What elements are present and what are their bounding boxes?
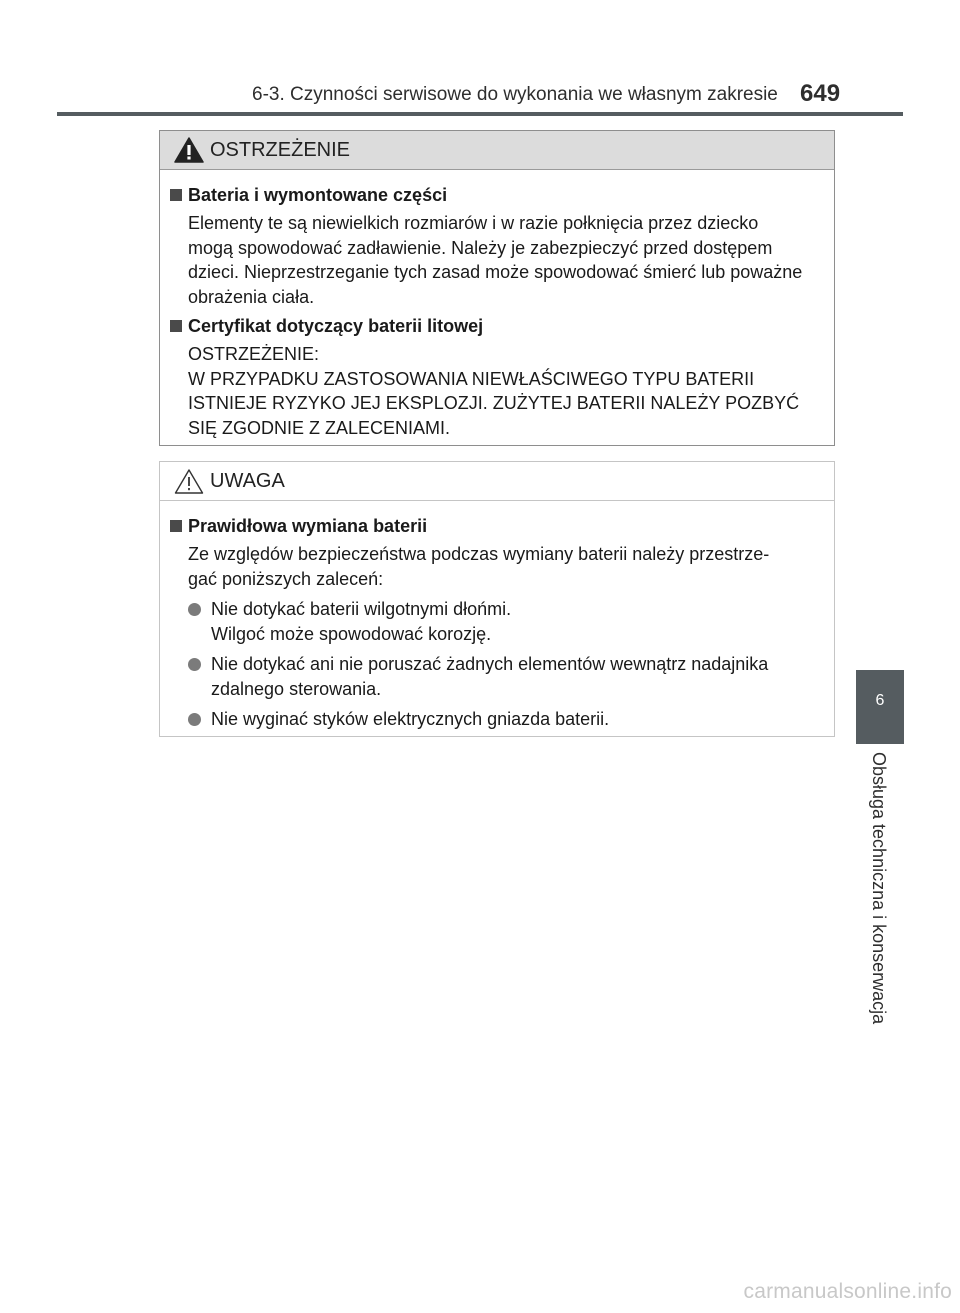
filled-warning-triangle-icon xyxy=(174,137,204,163)
notice-box-header xyxy=(160,462,834,501)
list-item-line: zdalnego sterowania. xyxy=(211,678,382,699)
warning-heading: OSTRZEŻENIE xyxy=(210,138,351,161)
notice-box xyxy=(159,461,835,737)
section-paragraph xyxy=(170,342,818,440)
chapter-number: 6 xyxy=(875,692,885,709)
round-bullet-icon xyxy=(188,603,201,616)
section-title xyxy=(170,313,818,339)
header-divider xyxy=(57,112,903,116)
chapter-tab xyxy=(856,670,904,744)
list-item-line: Nie wyginać styków elektrycznych gniazda baterii. xyxy=(211,709,610,729)
outline-warning-triangle-icon xyxy=(174,468,204,494)
section-paragraph xyxy=(170,542,818,591)
notice-heading: UWAGA xyxy=(210,469,285,492)
section-title-text: Bateria i wymontowane części xyxy=(188,184,448,205)
warning-box xyxy=(159,130,835,446)
list-item xyxy=(170,597,818,646)
page-number: 649 xyxy=(800,80,841,107)
list-item xyxy=(170,707,818,732)
round-bullet-icon xyxy=(188,713,201,726)
section-title xyxy=(170,513,818,539)
paragraph-line: Elementy te są niewielkich rozmiarów i w razie połknięcia przez dziecko xyxy=(188,213,759,233)
square-bullet-icon xyxy=(170,189,182,201)
paragraph-line: obrażenia ciała. xyxy=(188,286,315,307)
paragraph-line: gać poniższych zaleceń: xyxy=(188,568,384,589)
list-item-line: Nie dotykać ani nie poruszać żadnych elementów wewnątrz nadajnika xyxy=(211,654,769,674)
section-title-text: Certyfikat dotyczący baterii litowej xyxy=(188,315,484,336)
section-paragraph xyxy=(170,211,818,309)
page-header-title: 6-3. Czynności serwisowe do wykonania we własnym zakresie xyxy=(252,84,778,105)
paragraph-line: SIĘ ZGODNIE Z ZALECENIAMI. xyxy=(188,417,451,438)
section-title xyxy=(170,182,818,208)
paragraph-line: OSTRZEŻENIE: xyxy=(188,344,320,364)
round-bullet-icon xyxy=(188,658,201,671)
list-item-line: Wilgoć może spowodować korozję. xyxy=(211,623,492,644)
chapter-label: Obsługa techniczna i konserwacja xyxy=(869,752,889,1025)
watermark: carmanualsonline.info xyxy=(743,1280,952,1303)
list-item-line: Nie dotykać baterii wilgotnymi dłońmi. xyxy=(211,599,512,619)
paragraph-line: ISTNIEJE RYZYKO JEJ EKSPLOZJI. ZUŻYTEJ BATERII NALEŻY POZBYĆ xyxy=(188,393,800,413)
paragraph-line: W PRZYPADKU ZASTOSOWANIA NIEWŁAŚCIWEGO TYPU BATERII xyxy=(188,368,755,389)
paragraph-line: dzieci. Nieprzestrzeganie tych zasad może spowodować śmierć lub poważne xyxy=(188,262,803,282)
square-bullet-icon xyxy=(170,520,182,532)
paragraph-line: Ze względów bezpieczeństwa podczas wymiany baterii należy przestrze- xyxy=(188,544,770,564)
list-item xyxy=(170,652,818,701)
section-title-text: Prawidłowa wymiana baterii xyxy=(188,515,428,536)
warning-box-header xyxy=(160,131,834,170)
square-bullet-icon xyxy=(170,320,182,332)
paragraph-line: mogą spowodować zadławienie. Należy je zabezpieczyć przed dostępem xyxy=(188,237,773,258)
